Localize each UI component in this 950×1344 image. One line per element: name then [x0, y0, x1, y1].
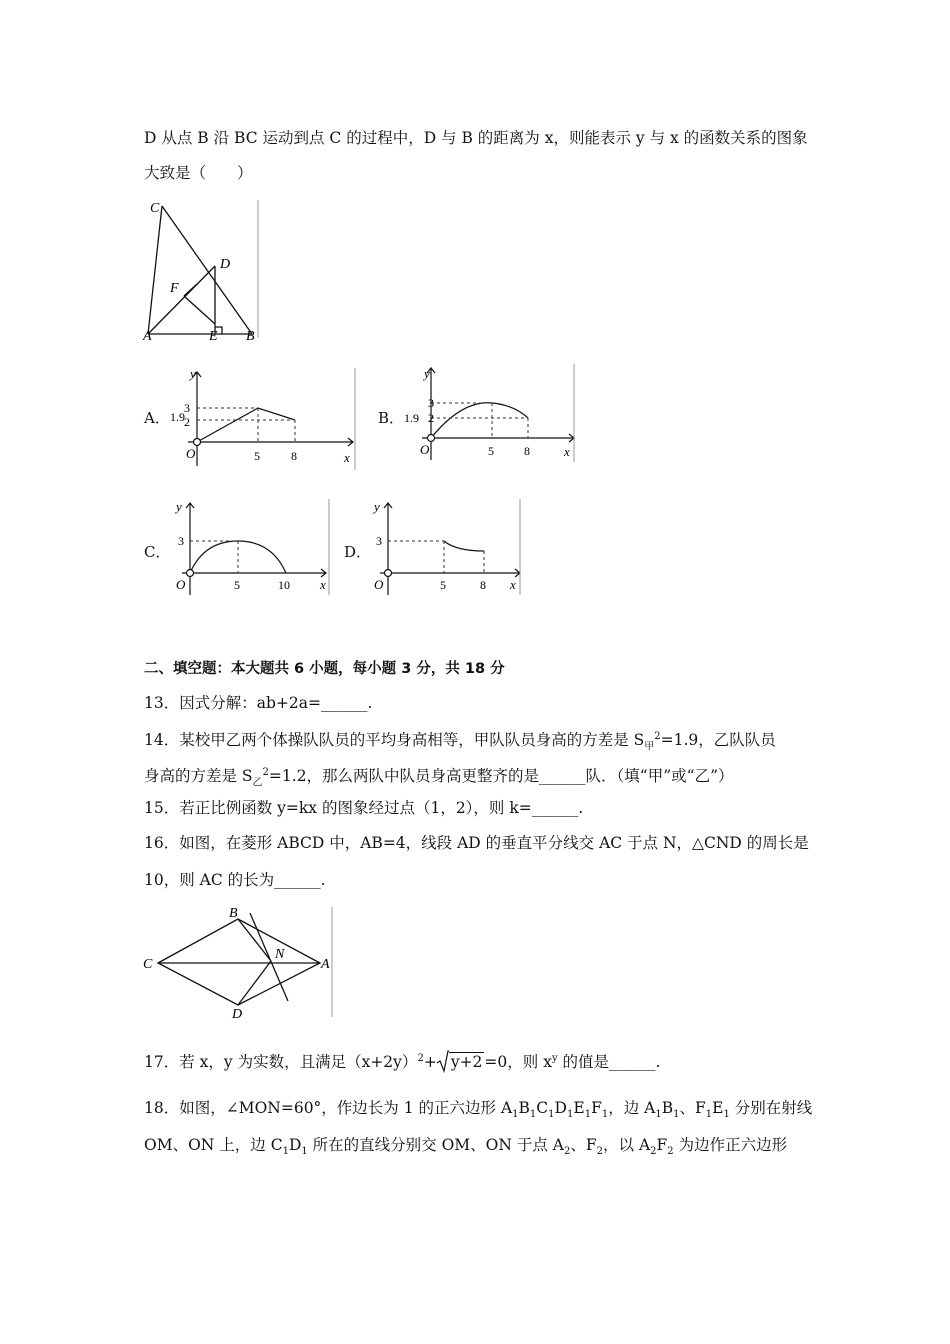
option-b-t3: 3	[428, 396, 434, 410]
q14-d: =1.2，那么两队中队员身高更整齐的是______队．（填“甲”或“乙”）	[268, 767, 734, 786]
q18-sub: 1	[584, 1109, 592, 1121]
option-d-t8: 8	[480, 578, 486, 592]
q18-sub: 1	[655, 1109, 662, 1121]
option-a-t5: 5	[254, 449, 260, 463]
option-a-label: A．	[144, 409, 170, 427]
q18-f2: F	[656, 1136, 668, 1154]
q18-l1d: 分别在射线	[729, 1099, 813, 1117]
label-e: E	[209, 329, 218, 344]
q18-hex-e: E	[573, 1099, 585, 1117]
option-d-graph	[366, 497, 536, 597]
q18-sub: 1	[301, 1146, 308, 1158]
option-d-o: O	[374, 577, 384, 592]
option-c-t10: 10	[278, 578, 290, 592]
q18-sub: 1	[566, 1109, 574, 1121]
q18-d1: D	[288, 1136, 302, 1154]
option-b-t2: 2	[428, 411, 434, 425]
q18-hex-c: C	[536, 1099, 549, 1117]
option-b-o: O	[420, 442, 430, 457]
q16-line1: 16．如图，在菱形 ABCD 中，AB=4，线段 AD 的垂直平分线交 AC 于点 N，△CND 的周长是	[144, 834, 809, 852]
option-c-x: x	[320, 577, 326, 592]
q17-rad: y+2	[450, 1053, 483, 1072]
q18-l2c: 、F	[570, 1136, 597, 1154]
q18-l1c: 、F	[679, 1099, 706, 1117]
rhombus-label-c: C	[143, 957, 153, 972]
option-a-graph	[168, 366, 358, 471]
radical-icon	[437, 1050, 449, 1072]
label-b: B	[246, 329, 255, 344]
option-a-t19: 1.9	[170, 410, 185, 424]
q12-line2: 大致是（ ）	[144, 164, 253, 182]
q18-line2	[144, 1135, 787, 1162]
q18-l2a: OM、ON 上，边 C	[144, 1136, 283, 1154]
option-d-y: y	[374, 499, 380, 514]
q14-sub2: 乙	[252, 777, 263, 789]
option-a-t2: 2	[184, 415, 190, 429]
q14-sub1: 甲	[644, 741, 655, 753]
q18-hex-d: D	[554, 1099, 567, 1117]
section-heading: 二、填空题：本大题共 6 小题，每小题 3 分，共 18 分	[144, 661, 505, 677]
rhombus-label-d: D	[232, 1007, 243, 1022]
option-a-x: x	[344, 450, 350, 465]
option-a-t3: 3	[184, 401, 190, 415]
option-b-y: y	[424, 366, 430, 381]
rhombus-label-n: N	[275, 947, 285, 962]
sqrt-symbol	[437, 1052, 485, 1072]
q17-a: 17．若 x，y 为实数，且满足（x+2y）	[144, 1053, 418, 1072]
q15: 15．若正比例函数 y=kx 的图象经过点（1，2），则 k=______.	[144, 799, 584, 817]
option-c-label: C．	[144, 543, 171, 561]
option-c-graph	[168, 497, 338, 597]
option-b-t5: 5	[488, 444, 494, 458]
q17-c: 的值是______.	[557, 1053, 661, 1072]
q14-b: =1.9，乙队队员	[660, 731, 776, 750]
q14-line1	[144, 727, 776, 757]
option-a-t8: 8	[291, 449, 297, 463]
q13: 13．因式分解：ab+2a=______.	[144, 694, 373, 712]
q18-sub: 1	[705, 1109, 713, 1121]
q14-sup2: 2	[262, 767, 269, 778]
option-c-y: y	[176, 499, 182, 514]
q18-sub: 2	[667, 1146, 674, 1158]
q18-sub: 1	[548, 1109, 555, 1121]
rhombus-label-b: B	[229, 906, 238, 921]
q18-sub: 2	[650, 1146, 657, 1158]
option-d-t3: 3	[376, 534, 382, 548]
option-d-t5: 5	[440, 578, 446, 592]
q18-sub: 1	[601, 1109, 609, 1121]
option-c-t3: 3	[178, 534, 184, 548]
q18-e1: E	[712, 1099, 724, 1117]
q17-sup2: y	[551, 1053, 558, 1064]
q17-b: =0，则 x	[484, 1053, 552, 1072]
q18-sub: 2	[596, 1146, 604, 1158]
q16-line2: 10，则 AC 的长为______.	[144, 871, 326, 889]
q18-l2e: 为边作正六边形	[673, 1136, 788, 1154]
option-b-label: B．	[378, 409, 405, 427]
q14-a: 14．某校甲乙两个体操队队员的平均身高相等，甲队队员身高的方差是 S	[144, 731, 645, 750]
q18-l1a: 18．如图，∠MON=60°，作边长为 1 的正六边形 A	[144, 1099, 513, 1117]
q18-b1: B	[661, 1099, 674, 1117]
option-b-graph	[402, 362, 592, 467]
q14-sup1: 2	[654, 731, 661, 742]
label-f: F	[170, 281, 179, 296]
q14-c: 身高的方差是 S	[144, 767, 253, 786]
q18-hex-b: B	[518, 1099, 530, 1117]
q14-line2	[144, 763, 734, 793]
q18-l1b: ，边 A	[608, 1099, 656, 1117]
q18-sub: 1	[512, 1109, 519, 1121]
option-a-o: O	[186, 446, 196, 461]
triangle-figure	[140, 198, 270, 343]
option-d-label: D．	[344, 543, 372, 561]
q18-sub: 1	[529, 1109, 537, 1121]
label-a: A	[143, 329, 152, 344]
q12-line1: D 从点 B 沿 BC 运动到点 C 的过程中，D 与 B 的距离为 x，则能表示 y 与 x 的函数关系的图象	[144, 129, 808, 147]
q18-sub: 2	[564, 1146, 571, 1158]
q18-sub: 1	[282, 1146, 289, 1158]
option-a-y: y	[190, 366, 196, 381]
option-b-t19: 1.9	[404, 411, 419, 425]
q18-sub: 1	[673, 1109, 680, 1121]
option-c-o: O	[176, 577, 186, 592]
rhombus-label-a: A	[321, 957, 330, 972]
rhombus-figure	[140, 905, 340, 1020]
q17-plus: +	[423, 1053, 437, 1072]
option-b-t8: 8	[524, 444, 530, 458]
q18-hex-f: F	[591, 1099, 602, 1117]
label-c: C	[150, 201, 160, 216]
q18-line1	[144, 1098, 812, 1125]
q18-l2b: 所在的直线分别交 OM、ON 于点 A	[307, 1136, 565, 1154]
option-c-t5: 5	[234, 578, 240, 592]
option-b-x: x	[564, 444, 570, 459]
q17-sup: 2	[417, 1053, 424, 1064]
option-d-x: x	[510, 577, 516, 592]
q18-sub: 1	[723, 1109, 730, 1121]
q18-l2d: ，以 A	[603, 1136, 651, 1154]
q17	[144, 1049, 660, 1072]
label-d: D	[220, 257, 231, 272]
